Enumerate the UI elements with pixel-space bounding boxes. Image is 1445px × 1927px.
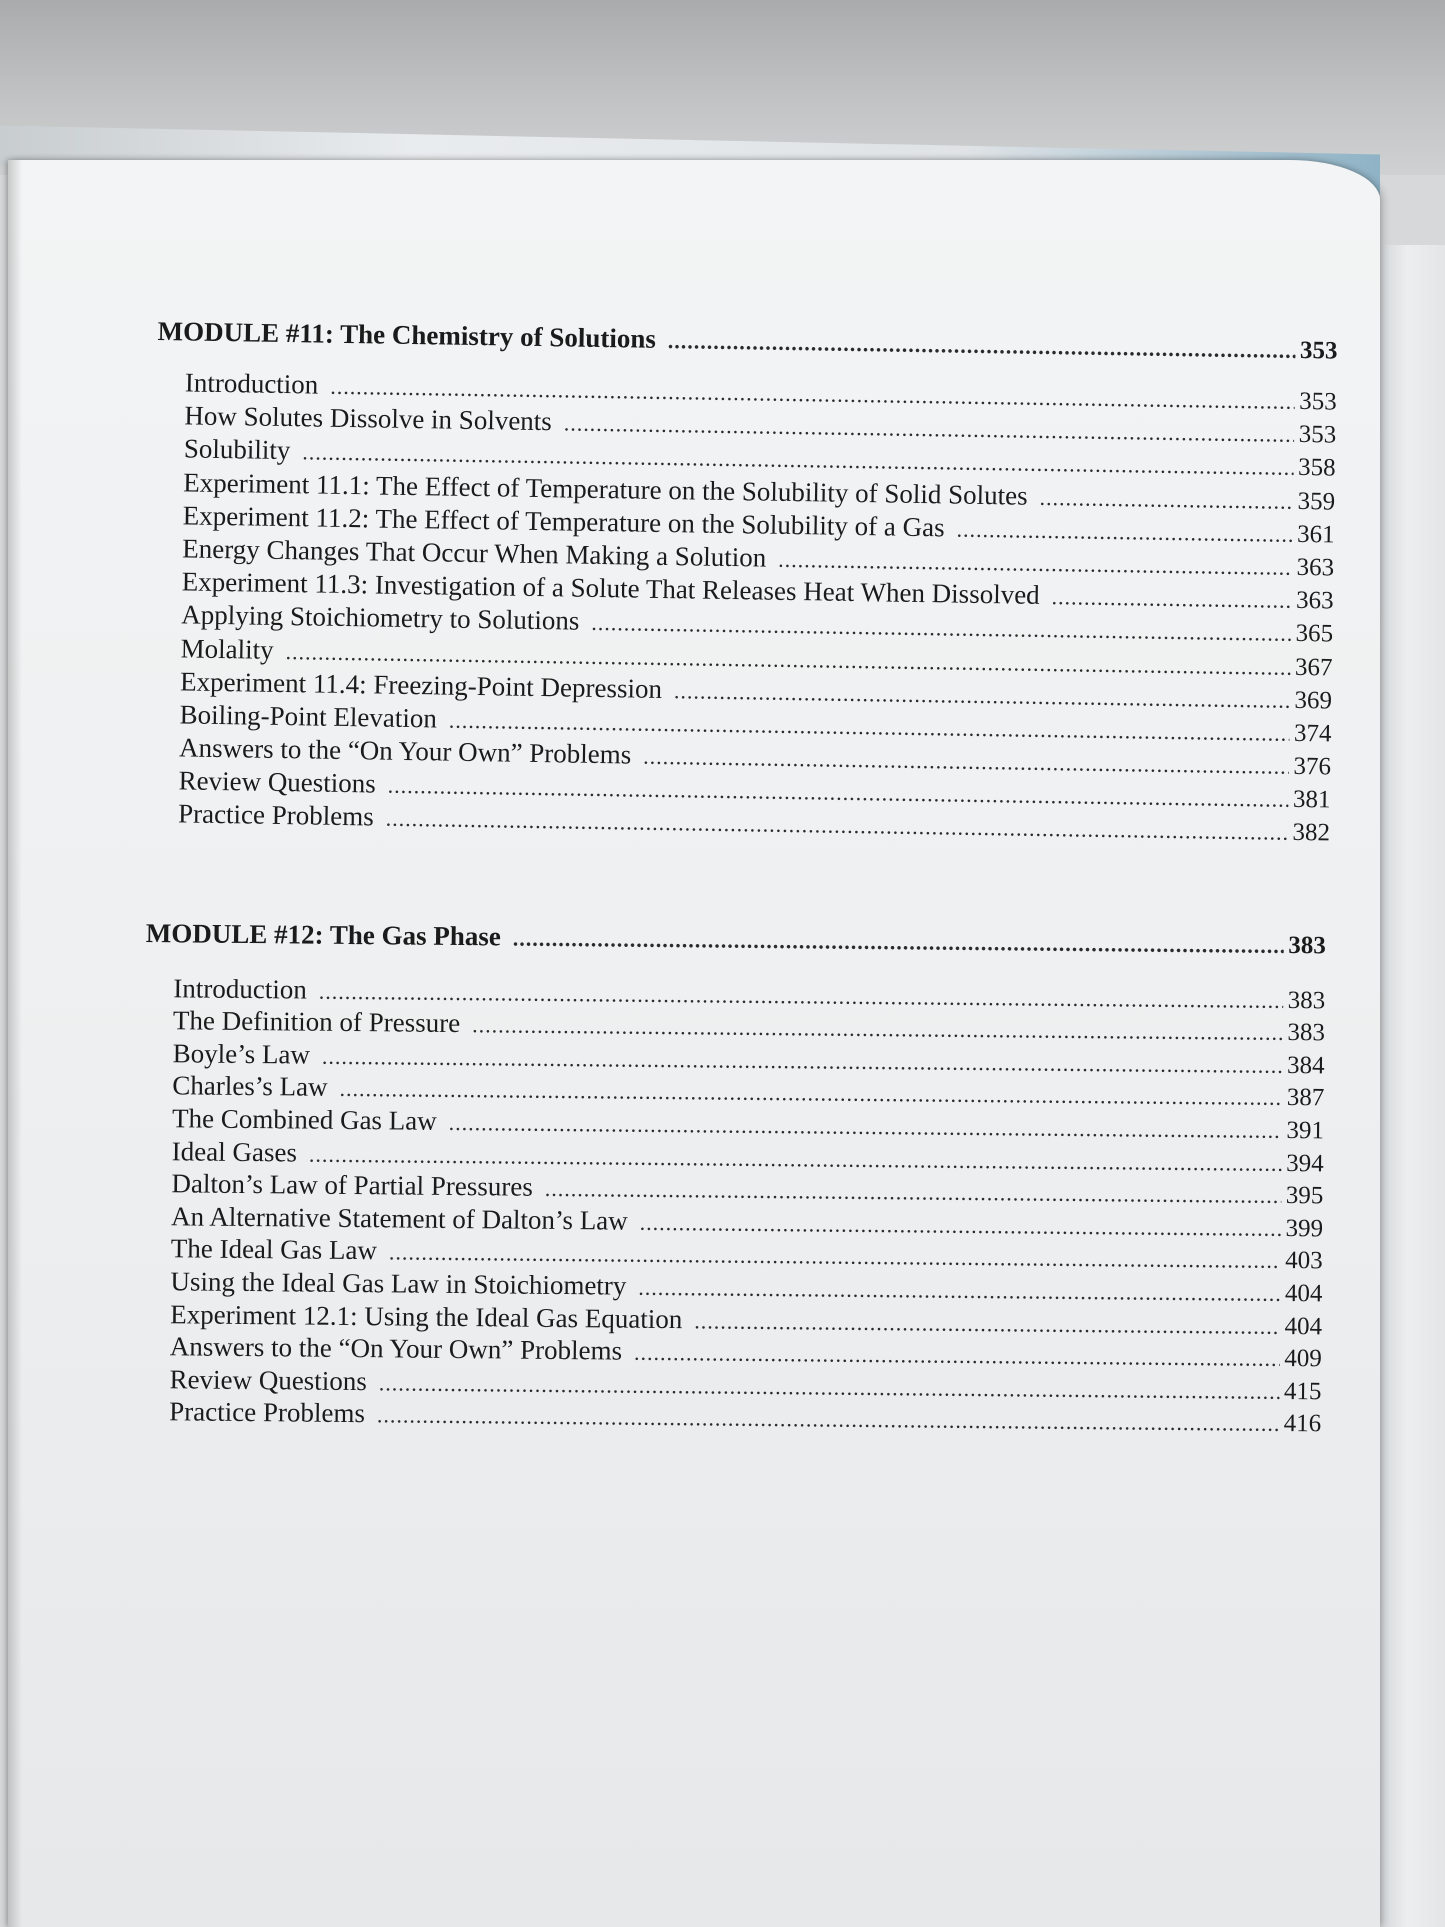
entry-page-number: 383 [1287, 986, 1326, 1014]
book-page [8, 160, 1380, 1927]
module-11-section [150, 310, 1338, 849]
entry-page-number: 369 [1294, 686, 1333, 715]
entry-page-number: 353 [1298, 387, 1337, 416]
entry-title: An Alternative Statement of Dalton’s Law [170, 1201, 628, 1236]
entry-page-number: 363 [1296, 553, 1335, 582]
dot-leader [1039, 480, 1293, 517]
adjacent-page-edge [1382, 245, 1445, 1927]
entry-title: Using the Ideal Gas Law in Stoichiometry [170, 1266, 627, 1301]
entry-page-number: 415 [1283, 1377, 1322, 1406]
entry-title: Answers to the “On Your Own” Problems [169, 1331, 623, 1366]
entry-page-number: 382 [1292, 819, 1331, 847]
entry-page-number: 363 [1295, 587, 1334, 615]
entry-page-number: 367 [1294, 653, 1333, 681]
module-title: MODULE #12: The Gas Phase [145, 917, 502, 952]
entry-page-number: 395 [1285, 1182, 1324, 1210]
entry-page-number: 374 [1293, 719, 1332, 748]
entry-page-number: 376 [1293, 752, 1332, 781]
module-title: MODULE #11: The Chemistry of Solutions [157, 315, 657, 354]
entry-page-number: 409 [1284, 1345, 1322, 1373]
entry-title: Charles’s Law [172, 1070, 328, 1103]
module-12-section [141, 917, 1326, 1439]
entry-title: The Combined Gas Law [171, 1103, 437, 1136]
module-page-number: 383 [1288, 931, 1326, 960]
dot-leader [1051, 580, 1291, 617]
entry-title: Review Questions [178, 765, 377, 799]
entry-page-number: 399 [1285, 1214, 1324, 1243]
entry-page-number: 404 [1284, 1312, 1323, 1340]
entry-title: Introduction [173, 972, 307, 1005]
entry-title: Introduction [184, 367, 319, 400]
entry-title: Experiment 11.3: Investigation of a Solute That Releases Heat When Dissolved [181, 566, 1040, 611]
entry-title: Review Questions [169, 1363, 367, 1396]
entry-title: Practice Problems [169, 1396, 366, 1429]
entry-page-number: 359 [1297, 487, 1336, 516]
entry-title: Experiment 12.1: Using the Ideal Gas Equation [170, 1298, 683, 1334]
entry-title: Experiment 11.2: The Effect of Temperature on the Solubility of a Gas [182, 500, 945, 543]
entry-title: Answers to the “On Your Own” Problems [178, 732, 632, 770]
entry-page-number: 384 [1287, 1051, 1325, 1080]
entry-title: Solubility [183, 433, 291, 466]
entry-title: Boiling-Point Elevation [179, 699, 438, 734]
entry-title: Dalton’s Law of Partial Pressures [171, 1168, 534, 1202]
entry-page-number: 387 [1286, 1084, 1325, 1112]
entry-title: Energy Changes That Occur When Making a Solution [182, 533, 767, 573]
entry-title: Experiment 11.4: Freezing-Point Depression [179, 666, 663, 704]
table-of-contents [8, 160, 1380, 1927]
entry-page-number: 381 [1292, 786, 1331, 814]
entry-title: Boyle’s Law [172, 1038, 311, 1070]
entry-page-number: 394 [1286, 1149, 1324, 1177]
entry-title: The Ideal Gas Law [170, 1233, 378, 1266]
entry-page-number: 353 [1298, 421, 1337, 449]
entry-page-number: 361 [1296, 520, 1335, 549]
entry-title: The Definition of Pressure [172, 1005, 461, 1039]
entry-page-number: 383 [1287, 1019, 1326, 1047]
dot-leader [956, 512, 1293, 550]
entry-title: Practice Problems [177, 798, 375, 832]
entry-page-number: 358 [1297, 454, 1336, 482]
entry-title: Applying Stoichiometry to Solutions [180, 599, 580, 636]
module-page-number: 353 [1299, 336, 1338, 365]
entry-page-number: 403 [1285, 1247, 1323, 1275]
entry-title: Ideal Gases [171, 1135, 298, 1168]
entry-page-number: 391 [1286, 1116, 1325, 1145]
entry-title: Experiment 11.1: The Effect of Temperature on the Solubility of Solid Solutes [183, 466, 1028, 511]
entry-page-number: 416 [1283, 1410, 1322, 1438]
entry-page-number: 404 [1284, 1279, 1323, 1308]
entry-page-number: 365 [1295, 620, 1334, 648]
entry-title: How Solutes Dissolve in Solvents [184, 400, 553, 437]
entry-title: Molality [180, 632, 274, 665]
